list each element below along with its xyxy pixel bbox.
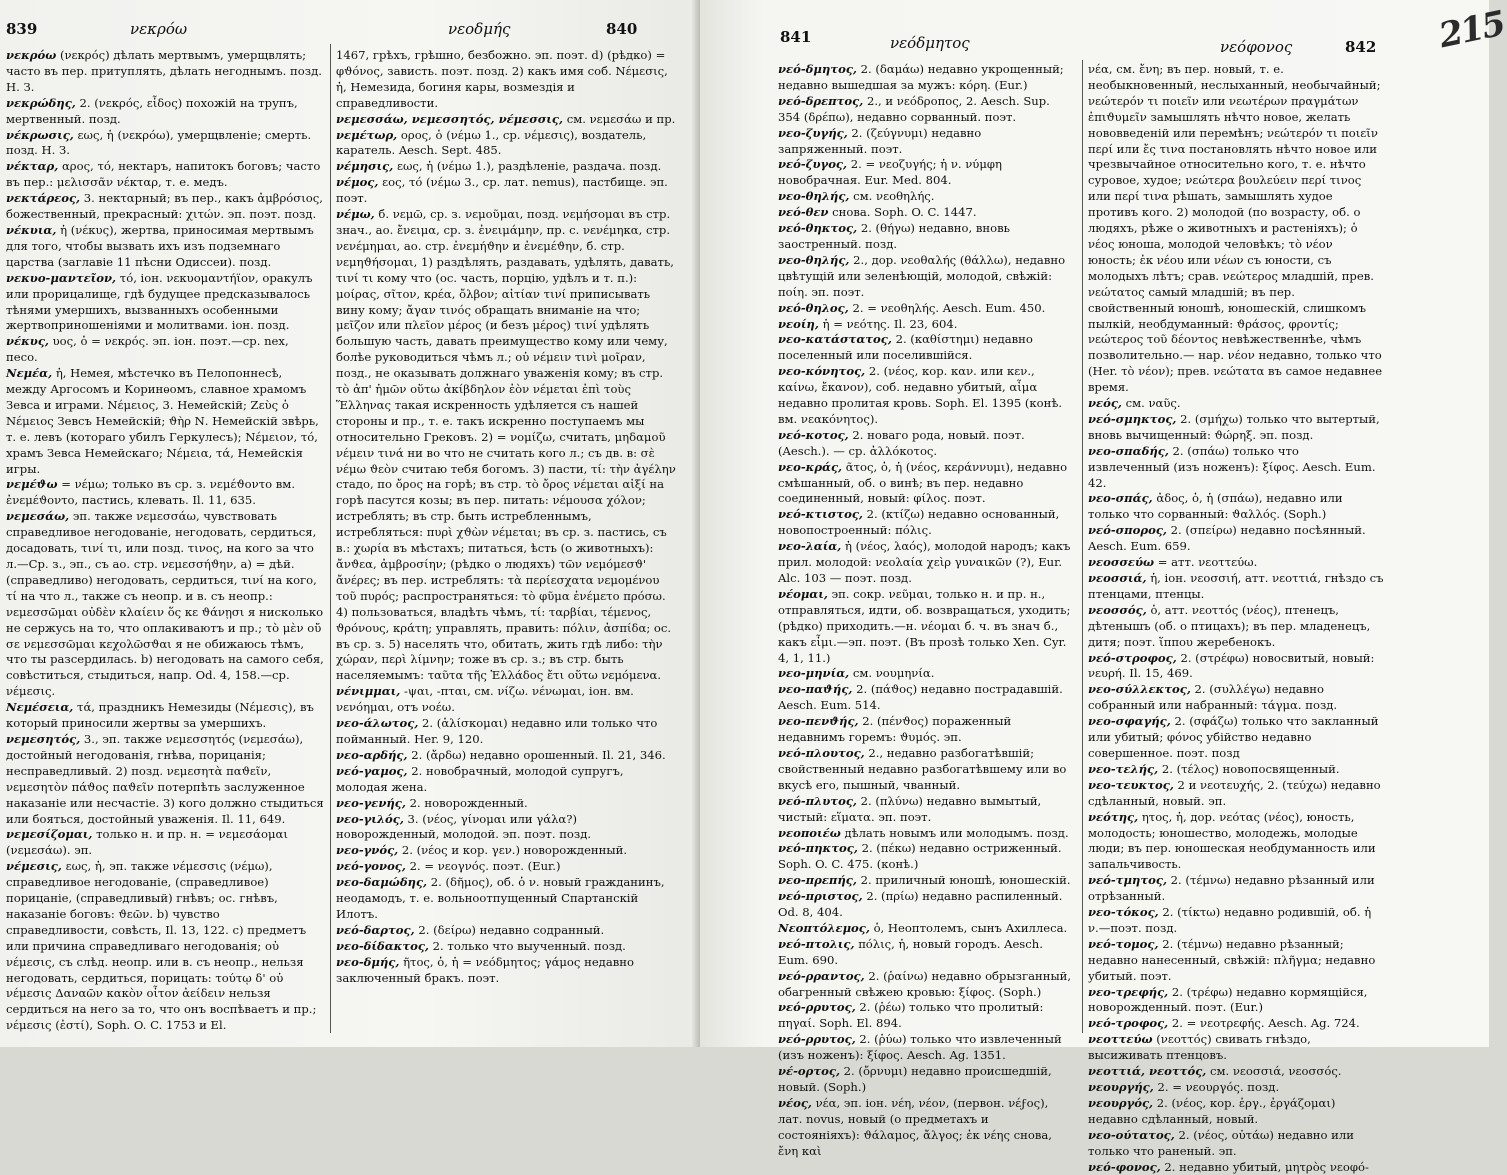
entry-lemma: νεκρώδης, <box>6 95 76 110</box>
dictionary-entry <box>336 764 676 796</box>
dictionary-entry <box>336 796 676 812</box>
entry-definition: ορος, ὁ (νέμω 1., ср. νέμεσις), воздатель, каратель. Aesch. Sept. 485. <box>336 127 647 158</box>
entry-definition: 2. (ῥαίνω) недавно обрызганный, обагренный свѣжею кровью: ξίφος. (Soph.) <box>778 968 1072 999</box>
dictionary-entry <box>1088 62 1384 396</box>
dictionary-entry <box>6 223 324 271</box>
entry-definition: 2. = νεογνός. поэт. (Eur.) <box>409 859 561 874</box>
entry-definition: 2. (ῥύω) только что извлеченный (изъ ноженъ): ξίφος. Aesch. Ag. 1351. <box>778 1032 1062 1063</box>
entry-definition: 2. (ζεύγνυμι) недавно запряженный. поэт. <box>778 125 982 156</box>
dictionary-entry <box>1088 1016 1384 1032</box>
entry-lemma: νεο-σπάς, <box>1088 491 1153 506</box>
entry-lemma: νεο-τόκος, <box>1088 905 1159 920</box>
entry-definition: 2. недавно убитый, μητρὸς νεοφό- <box>1164 1159 1369 1174</box>
entry-lemma: νεό-γονος, <box>336 859 406 874</box>
column-841 <box>778 62 1074 1158</box>
entry-lemma: νέ-ορτος, <box>778 1064 840 1079</box>
dictionary-entry <box>6 700 324 732</box>
entry-definition: 2. (θήγω) недавно, вновь заостренный. позд. <box>778 221 1010 251</box>
entry-definition: ἡ (νέος, λαός), молодой народъ; какъ прил. молодой: νεολαία χεὶρ γυναικῶν (?), Eur. Alc. 103 — поэт. позд. <box>778 539 1071 585</box>
entry-lemma: νεο-θηλής, <box>778 252 850 267</box>
dictionary-entry <box>336 684 676 716</box>
dictionary-entry <box>1088 1096 1384 1128</box>
page-number-839: 839 <box>6 20 38 38</box>
entry-lemma: νεμέϑω <box>6 477 58 492</box>
entry-lemma: νέμεσις, <box>6 859 62 874</box>
dictionary-entry <box>6 48 324 96</box>
dictionary-entry <box>336 112 676 128</box>
entry-definition: только н. и пр. н. = νεμεσάομαι (νεμεσάω). эп. <box>6 827 288 858</box>
entry-lemma: νεό-ρρυτος, <box>778 1000 856 1015</box>
dictionary-entry <box>778 746 1074 794</box>
entry-definition: 2. (νέος, кор. ἐργ., ἐργάζομαι) недавно сдѣланный, новый. <box>1088 1095 1336 1126</box>
entry-lemma: νεμεσσάω, νεμεσσητός, νέμεσσις, <box>336 111 564 126</box>
dictionary-entry <box>778 253 1074 301</box>
entry-definition: см. νεμεσάω и пр. <box>566 111 676 126</box>
dictionary-entry <box>1088 1128 1384 1160</box>
dictionary-entry <box>778 921 1074 937</box>
entry-lemma: νεο-σύλλεκτος, <box>1088 682 1191 697</box>
entry-lemma: νεό-θεν <box>778 205 829 220</box>
dictionary-entry <box>336 48 676 112</box>
dictionary-entry <box>778 364 1074 428</box>
handwritten-annotation: 215 <box>1435 3 1507 57</box>
dictionary-entry <box>336 716 676 748</box>
dictionary-entry <box>336 939 676 955</box>
entry-lemma: νέομαι, <box>778 586 828 601</box>
dictionary-entry <box>778 794 1074 826</box>
entry-definition: 2. (νέος и кор. γεν.) новорожденный. <box>401 843 628 858</box>
dictionary-entry <box>6 271 324 335</box>
entry-definition: 2. (τέμνω) недавно рѣзанный или отрѣзанный. <box>1088 873 1375 904</box>
entry-definition: 2. (τέμνω) недавно рѣзанный; недавно нанесенный, свѣжій: πλῆγμα; недавно убитый. поэт. <box>1088 936 1376 983</box>
entry-definition: 2. (ὄρνυμι) недавно происшедшій, новый. (Soph.) <box>778 1064 1052 1094</box>
dictionary-entry <box>778 841 1074 873</box>
entry-definition: (νεκρός) дѣлать мертвымъ, умерщвлять; часто въ пер. притуплять, дѣлать негоднымъ. позд. Н. З. <box>6 48 322 94</box>
entry-lemma: νεό-φονος, <box>1088 1159 1161 1174</box>
entry-definition: ᾶτος, ὁ, ἡ (νέος, κεράννυμι), недавно смѣшанный, об. о винѣ; въ пер. недавно соединенный, новый: φίλος. поэт. <box>778 459 1068 506</box>
dictionary-entry <box>1088 555 1384 571</box>
dictionary-entry <box>778 889 1074 921</box>
dictionary-entry <box>1088 762 1384 778</box>
entry-definition: см. νουμηνία. <box>852 666 935 681</box>
entry-definition: 2. (ῥέω) только что пролитый: πηγαί. Soph. El. 894. <box>778 1000 1044 1031</box>
entry-definition: см. ναῦς. <box>1125 396 1181 411</box>
entry-definition: 2. (δείρω) недавно содранный. <box>418 922 605 937</box>
dictionary-entry <box>1088 873 1384 905</box>
entry-lemma: νέκυς, <box>6 334 49 349</box>
entry-lemma: νεό-θηκτος, <box>778 221 858 236</box>
dictionary-entry <box>6 509 324 700</box>
dictionary-entry <box>1088 1080 1384 1096</box>
entry-definition: 2. (σφάζω) только что закланный или убитый; φόνος убійство недавно совершенное. поэт. позд <box>1088 714 1379 760</box>
dictionary-entry <box>6 732 324 827</box>
entry-definition: 2. (πλύνω) недавно вымытый, чистый: εἵματα. эп. поэт. <box>778 793 1042 824</box>
entry-lemma: νεκτάρεος, <box>6 191 81 206</box>
page-number-842: 842 <box>1345 38 1377 56</box>
column-839 <box>6 48 324 1037</box>
entry-definition: 2. (δῆμος), об. ὁ ν. новый гражданинъ, неодамодъ, т. е. вольноотпущенный Спартанскій Илотъ. <box>336 875 665 921</box>
entry-lemma: νεοποιέω <box>778 825 841 840</box>
entry-lemma: νεο-μηνία, <box>778 666 850 681</box>
entry-definition: 3. некταрный; въ пер., какъ ἀμβρόσιος, божественный, прекрасный: χιτών. эп. поэт. позд. <box>6 191 323 222</box>
entry-lemma: νεό-κτιστος, <box>778 507 863 522</box>
dictionary-entry <box>1088 1160 1384 1175</box>
entry-definition: 2. = νεοθηλής. Aesch. Eum. 450. <box>852 300 1046 315</box>
entry-definition: 2. (ἄρδω) недавно орошенный. Il. 21, 346. <box>411 747 666 762</box>
entry-lemma: νεοίη, <box>778 316 819 331</box>
entry-definition: = νέμω; только въ ср. з. νεμέϑοντο вм. ἐνεμέϑοντο, пастись, клевать. Il. 11, 635. <box>6 477 296 508</box>
entry-lemma: νεό-κοτος, <box>778 427 849 442</box>
entry-lemma: νεό-ρραντος, <box>778 968 865 983</box>
dictionary-entry <box>336 175 676 207</box>
entry-definition: 2., дор. νεοθαλής (θάλλω), недавно цвѣтущій или зеленѣющій, молодой, свѣжій: ποίη. эп. поэт. <box>778 252 1066 299</box>
entry-lemma: νέκρωσις, <box>6 127 74 142</box>
dictionary-entry <box>778 1000 1074 1032</box>
entry-definition: 2. новобрачный, молодой супругъ, молодая жена. <box>336 763 624 794</box>
entry-lemma: νεό-σπορος, <box>1088 523 1167 538</box>
entry-definition: τά, праздникъ Немезиды (Νέμεσις), въ который приносили жертвы за умершихъ. <box>6 700 314 731</box>
entry-lemma: νεκυο-μαντεῖον, <box>6 270 117 285</box>
entry-definition: 3. (νέος, γίνομαι или γάλα?) новорожденный, молодой. эп. поэт. позд. <box>336 811 592 842</box>
dictionary-entry <box>6 334 324 366</box>
entry-lemma: νεό-σμηκτος, <box>1088 411 1177 426</box>
entry-definition: 2. (σπείρω) недавно посѣянный. Aesch. Eum. 659. <box>1088 523 1366 554</box>
entry-lemma: νεό-δρεπτος, <box>778 93 864 108</box>
dictionary-entry <box>1088 810 1384 874</box>
entry-lemma: νεό-θηλος, <box>778 300 849 315</box>
dictionary-entry <box>6 366 324 477</box>
dictionary-entry <box>778 221 1074 253</box>
entry-lemma: νεο-πρεπής, <box>778 873 857 888</box>
entry-lemma: νεουργής, <box>1088 1080 1154 1094</box>
dictionary-entry <box>1088 778 1384 810</box>
entry-definition: 2 и νεοτευχής, 2. (τεύχω) недавно сдѣланный, новый. эп. <box>1088 777 1381 808</box>
entry-lemma: νεό-δμητος, <box>778 62 857 76</box>
dictionary-entry <box>1088 905 1384 937</box>
entry-lemma: νεό-πηκτος, <box>778 841 858 856</box>
dictionary-entry <box>778 332 1074 364</box>
dictionary-entry <box>778 873 1074 889</box>
dictionary-entry <box>6 191 324 223</box>
dictionary-entry <box>778 1032 1074 1064</box>
entry-lemma: νεότης, <box>1088 809 1139 824</box>
column-rule-right <box>1082 60 1083 1033</box>
entry-definition: 2. (ἁλίσκομαι) недавно или только что пойманный. Her. 9, 120. <box>336 716 658 746</box>
entry-lemma: νεοττεύω <box>1088 1032 1153 1047</box>
entry-lemma: νεο-αρδής, <box>336 747 408 762</box>
entry-lemma: νεό-πριστος, <box>778 889 863 904</box>
entry-lemma: νεουργός, <box>1088 1095 1154 1110</box>
dictionary-entry <box>778 539 1074 587</box>
entry-lemma: νεο-γνός, <box>336 843 399 858</box>
entry-lemma: νεοσσεύω <box>1088 555 1155 570</box>
column-rule <box>330 44 331 1033</box>
dictionary-entry <box>1088 523 1384 555</box>
entry-definition: νέα, эп. іон. νέη, νέον, (первон. νέϝος), лат. novus, новый (о предметахъ и состояніяхъ): ϑάλαμος, ἄλγος; ἐκ νέης снова, ἔνη καὶ <box>778 1095 1052 1158</box>
entry-lemma: νεο-θηλής, <box>778 189 850 204</box>
entry-lemma: νεκρόω <box>6 48 57 62</box>
running-head-839: νεκρόω <box>130 20 188 38</box>
entry-lemma: νεό-ζυγος, <box>778 157 848 172</box>
entry-definition: 2. (δαμάω) недавно укрощенный; недавно вышедшая за мужъ: κόρη. (Eur.) <box>778 62 1064 92</box>
entry-definition: б. νεμῶ, ср. з. νεμοῦμαι, позд. νεμήσομαι въ стр. знач., ао. ἔνειμα, ср. з. ἐνειμάμην, пр. с. νενέμηκα, стр. νενέμημαι, ао. стр. ἐνεμήϑην и ἐνεμέϑην, б. стр. νεμηϑήσομαι, 1) раздѣлять, раздавать, удѣлять, давать, τινί τι кому что (ос. часть, порцію, удѣлъ и т. п.): μοίρας, σῖτον, κρέα, ὄλβον; αἰτίαν τινί приписывать вину кому; ἄγαν τινός обращать вниманіе на что; μεῖζον или πλεῖον μέρος (и безъ μέρος) τινί удѣлять большую часть, давать преимущество кому или чему, болѣе руководиться чѣмъ л.; οὐ νέμειν τινὶ μοῖραν, позд., не оказывать должнаго уваженія кому; въ стр. τὸ ἀπ' ἡμῶν οὕτω ἀκίβδηλον ἐὸν νέμεται ἐπὶ τοὺς Ἕλληνας такая искренность удѣляется съ нашей стороны и пр., т. е. такъ искренно поступаемъ мы относительно Грековъ. 2) = νομίζω, считать, μηδαμοῦ νέμειν τινά ни во что не считать кого л.; съ дв. в: σὲ νέμω ϑεὸν считаю тебя богомъ. 3) пасти, τί: τὴν ἀγέλην стадо, по ὄρος на горѣ; въ стр. τὸ ὄρος νέμεται αἰξί на горѣ пасутся козы; въ пер. питать: νέμουσα χόλον; истреблять; въ стр. быть истребленнымъ, истребляться: πυρὶ χϑὼν νέμεται; въ ср. з. пастись, съ в.: χωρία въ мѣстахъ; питаться, ѣсть (о животныхъ): ἄνϑεα, ἀμβροσίην; (рѣдко о людяхъ) τῶν νεμόμεσϑ' ἄνέρες; въ пер. истреблять: τὰ περίεσχατα νεμομένου τοῦ πυρός; распространяться: τὸ φῦμα ἐνέμετο πρόσω. 4) пользоваться, владѣть чѣмъ, τί: ταρβίαι, τέμενος, ϑρόνους, κράτη; управлять, править: πόλιν, ἀσπίδα; ос. въ ср. з. 5) населять что, обитать, жить гдѣ либо: τὴν χώραν, περὶ λίμνην; тоже въ ср. з.; въ стр. быть населяемымъ: ταῦτα τῆς Ἑλλάδος ἔτι οὕτω νεμόμενα. <box>336 207 676 683</box>
entry-definition: ἡ, Немея, мѣстечко въ Пелопоннесѣ, между Аргосомъ и Коринѳомъ, славное храмомъ Зевса и играми. Νέμειος, 3. Немейскій; Ζεὺς ὁ Νέμειος Зевсъ Немейскій; ϑὴρ Ν. Немейскій звѣрь, т. е. левъ (котораго убилъ Геркулесъ); Νέμειον, τό, храмъ Зевса Немейскаго; Νέμεια, τά, Немейскія игры. <box>6 366 319 476</box>
entry-lemma: νεό-ρρυτος, <box>778 1032 856 1047</box>
entry-definition: 2. новорожденный. <box>409 795 528 810</box>
entry-lemma: νεοσσός, <box>1088 602 1147 617</box>
entry-definition: 2. (τρέφω) недавно кормящійся, новорожденный. поэт. (Eur.) <box>1088 984 1368 1015</box>
entry-lemma: νεοττιά, νεοττός, <box>1088 1064 1207 1079</box>
entry-lemma: νεο-παϑής, <box>778 682 853 697</box>
dictionary-entry <box>336 128 676 160</box>
entry-lemma: νέμος, <box>336 175 379 190</box>
entry-lemma: νεός, <box>1088 396 1122 411</box>
dictionary-entry <box>1088 1064 1384 1080</box>
entry-definition: τό, іон. νεκυομαντήϊον, оракулъ или прорицалище, гдѣ будущее предсказывалось тѣнями умершихъ, вызванныхъ особенными жертвоприношеніями и молитвами. іон. позд. <box>6 270 313 333</box>
entry-definition: 2. (σπάω) только что извлеченный (изъ ноженъ): ξίφος. Aesch. Eum. 42. <box>1088 443 1376 490</box>
entry-lemma: Νεοπτόλεμος, <box>778 920 870 935</box>
dictionary-entry <box>1088 985 1384 1017</box>
entry-lemma: νέκταρ, <box>6 159 59 174</box>
entry-definition: 2. только что выученный. позд. <box>432 938 626 953</box>
entry-lemma: νεο-γιλός, <box>336 811 404 826</box>
entry-lemma: νεο-τελής, <box>1088 761 1159 776</box>
dictionary-entry <box>336 859 676 875</box>
entry-lemma: νέκυια, <box>6 222 57 237</box>
entry-lemma: νέμησις, <box>336 159 394 174</box>
dictionary-entry <box>1088 1032 1384 1064</box>
entry-definition: 2., недавно разбогатѣвшій; свойственный недавно разбогатѣвшему или во вкусѣ его, пышный, чванный. <box>778 745 1067 792</box>
running-head-842: νεόφονος <box>1220 38 1293 56</box>
entry-definition: ἀδος, ὁ, ἡ (σπάω), недавно или только что сорванный: ϑαλλός. (Soph.) <box>1088 491 1343 522</box>
entry-definition: -ψαι, -πται, см. νίζω. νένωμαι, іон. вм. νενόημαι, отъ νοέω. <box>336 684 634 715</box>
entry-definition: 2. (τίκτω) недавно родившій, об. ἡ ν.—поэт. позд. <box>1088 905 1372 935</box>
entry-lemma: νεό-δαρτος, <box>336 922 415 937</box>
column-840 <box>336 48 676 1037</box>
entry-lemma: νεοσσιά, <box>1088 571 1147 585</box>
entry-definition: 2. (στρέφω) новосвитый, новый: νευρή. Il. 15, 469. <box>1088 650 1375 681</box>
entry-definition: 2. приличный юношѣ, юношескій. <box>860 873 1071 888</box>
entry-lemma: νεο-τευκτος, <box>1088 777 1174 792</box>
entry-definition: эп. также νεμεσσάω, чувствовать справедливое негодованіе, негодовать, сердиться, досадовать, τινί τι, или позд. τινος, на кого за что л.—Ср. з., эп., съ ао. стр. νεμεσσήϑην, a) = дѣй. (справедливо) негодовать, сердиться, τινί на кого, τί на что л., также съ неопр. и в. съ неопр.: νεμεσσῶμαι οὐδὲν κλαίειν ὅς κε ϑάνῃσι я нисколько не сержусь на то, что оплакиваютъ и пр.; τὸ μὲν οὔ σε νεμεσσῶμαι κεχολῶσϑαι я не обижаюсь тѣмъ, что ты разсердилась. b) негодовать на самого себя, совѣститься, стыдиться, напр. Od. 4, 158.—ср. νέμεσις. <box>6 509 324 699</box>
entry-definition: ητος, ἡ, дор. νεότας (νέος), юность, молодость; юношество, молодежь, молодые люди; въ пер. юношеская необдуманность или запальчивость. <box>1088 809 1376 872</box>
entry-lemma: νεμεσίζομαι, <box>6 827 93 842</box>
dictionary-entry <box>1088 396 1384 412</box>
dictionary-entry <box>336 159 676 175</box>
dictionary-entry <box>778 937 1074 969</box>
page-number-840: 840 <box>606 20 638 38</box>
entry-lemma: νεμέτωρ, <box>336 127 398 142</box>
running-head-841: νεόδμητος <box>890 34 970 52</box>
dictionary-entry <box>336 812 676 844</box>
dictionary-entry <box>336 875 676 923</box>
entry-definition: дѣлать новымъ или молодымъ. позд. <box>844 825 1069 840</box>
dictionary-entry <box>778 666 1074 682</box>
entry-definition: 2. = νεοτρεφής. Aesch. Ag. 724. <box>1171 1016 1360 1031</box>
dictionary-entry <box>1088 937 1384 985</box>
dictionary-entry <box>778 317 1074 333</box>
dictionary-entry <box>336 748 676 764</box>
entry-lemma: νεμεσάω, <box>6 509 70 524</box>
dictionary-entry <box>778 969 1074 1001</box>
entry-definition: 2. (νεκρός, εἶδος) похожій на трупъ, мертвенный. позд. <box>6 95 298 126</box>
entry-lemma: νεο-άλωτος, <box>336 716 419 731</box>
entry-lemma: νεό-στροφος, <box>1088 650 1177 665</box>
entry-lemma: Νεμέα, <box>6 366 53 381</box>
entry-definition: 2. (νέος, кор. καν. или κεν., καίνω, ἔκανον), соб. недавно убитый, αἷμα недавно пролитая кровь. Soph. El. 1395 (конѣ. вм. νεακόνητος). <box>778 364 1063 426</box>
dictionary-entry <box>6 859 324 1034</box>
entry-lemma: νεο-δίδακτος, <box>336 938 429 953</box>
entry-lemma: νεο-τρεφής, <box>1088 984 1169 999</box>
entry-lemma: νεό-τομος, <box>1088 936 1159 951</box>
dictionary-entry <box>778 714 1074 746</box>
page-number-841: 841 <box>780 28 812 46</box>
entry-lemma: νεο-γενής, <box>336 795 406 810</box>
dictionary-entry <box>1088 682 1384 714</box>
dictionary-entry <box>336 843 676 859</box>
entry-definition: 2. новаго рода, новый. поэт. (Aesch.). — ср. ἀλλόκοτος. <box>778 427 1025 458</box>
dictionary-entry <box>6 477 324 509</box>
entry-lemma: νεο-κόνητος, <box>778 364 866 379</box>
entry-lemma: νεο-δμής, <box>336 954 400 969</box>
entry-definition: 2. (συλλέγω) недавно собранный или набранный: τάγμα. позд. <box>1088 682 1338 713</box>
entry-definition: см. νεοθηλής. <box>853 189 935 204</box>
dictionary-entry <box>778 507 1074 539</box>
entry-definition: εως, ἡ (νέμω 1.), раздѣленіе, раздача. позд. <box>396 159 662 174</box>
entry-lemma: νένιμμαι, <box>336 684 401 699</box>
dictionary-entry <box>778 94 1074 126</box>
entry-definition: ὁ, Неоптолемъ, сынъ Ахиллеса. <box>873 920 1068 935</box>
dictionary-entry <box>778 826 1074 842</box>
dictionary-entry <box>6 96 324 128</box>
entry-definition: 2. (καθίστημι) недавно поселенный или поселившійся. <box>778 332 1033 363</box>
entry-definition: снова. Soph. O. C. 1447. <box>832 205 977 220</box>
dictionary-entry <box>1088 603 1384 651</box>
entry-definition: αρος, τό, нектаръ, напитокъ боговъ; часто въ пер.: μελισσᾶν νέκταρ, т. е. медъ. <box>6 159 321 190</box>
dictionary-entry <box>778 205 1074 221</box>
entry-lemma: νεο-ζυγής, <box>778 125 848 140</box>
dictionary-entry <box>1088 444 1384 492</box>
dictionary-entry <box>778 460 1074 508</box>
dictionary-entry <box>1088 571 1384 603</box>
entry-lemma: νεό-πλουτος, <box>778 745 865 760</box>
dictionary-entry <box>6 128 324 160</box>
dictionary-entry <box>1088 412 1384 444</box>
entry-definition: 2. (πένϑος) пораженный недавнимъ горемъ: ϑυμός. эп. <box>778 714 1012 745</box>
entry-definition: 2. (τέλος) новопосвященный. <box>1161 761 1340 776</box>
entry-definition: 2. (πάϑος) недавно пострадавшій. Aesch. Eum. 514. <box>778 682 1063 713</box>
entry-definition: (νεοττός) свивать гнѣздо, высиживать птенцовъ. <box>1088 1032 1311 1063</box>
entry-definition: ἡ (νέκυς), жертва, приносимая мертвымъ для того, чтобы вызвать ихъ изъ подземнаго царства (заглавіе 11 пѣсни Одиссеи). позд. <box>6 222 314 269</box>
entry-definition: 2., и νεόδροπος, 2. Aesch. Sup. 354 (δρέπω), недавно сорванный. поэт. <box>778 93 1050 124</box>
dictionary-entry <box>778 62 1074 94</box>
entry-lemma: νεο-σπαδής, <box>1088 443 1169 458</box>
entry-lemma: Νεμέσεια, <box>6 700 74 715</box>
dictionary-entry <box>778 189 1074 205</box>
entry-lemma: νεο-πενϑής, <box>778 714 859 729</box>
entry-definition: πόλις, ἡ, новый городъ. Aesch. Eum. 690. <box>778 936 1043 967</box>
entry-lemma: νεο-ούτατος, <box>1088 1127 1175 1142</box>
entry-lemma: νεό-πτολις, <box>778 936 855 951</box>
entry-lemma: νεο-κατάστατος, <box>778 332 892 347</box>
entry-definition: 1467, грѣхъ, грѣшно, безбожно. эп. поэт. d) (рѣдко) = φϑόνος, зависть. поэт. позд. 2) какъ имя соб. Νέμεσις, ἡ, Немезида, богиня кары, возмездія и справедливости. <box>336 48 668 110</box>
entry-definition: εος, τό (νέμω 3., ср. лат. nemus), пастбище. эп. поэт. <box>336 175 668 206</box>
running-head-840: νεοδμής <box>448 20 511 38</box>
entry-definition: εως, ἡ, эп. также νέμεσσις (νέμω), справедливое негодованіе, (справедливое) порицаніе, (справедливый) гнѣвъ; ос. гнѣвъ, наказаніе боговъ: ϑεῶν. b) чувство справедливости, совѣсть, Il. 13, 122. c) предметъ или причина справедливаго негодованія; οὐ νέμεσις, съ слѣд. неопр. или в. съ неопр., нельзя негодовать, сердиться, порицать: τούτῳ δ' οὐ νέμεσις Δαναῶν κακὸν οἶτον ἀείδειν нельзя сердиться на него за то, что онъ воспѣваетъ и пр.; νέμεσις (ἐστί), Soph. O. C. 1753 и El. <box>6 859 317 1033</box>
entry-definition: 2. (πέκω) недавно остриженный. Soph. O. C. 475. (конѣ.) <box>778 841 1062 872</box>
entry-definition: ὁ, атт. νεοττός (νέος), птенецъ, дѣтенышъ (об. о птицахъ); въ пер. младенецъ, дитя; поэт. ἵππου жеребенокъ. <box>1088 602 1371 649</box>
entry-definition: 2. (πρίω) недавно распиленный. Od. 8, 404. <box>778 889 1063 920</box>
entry-lemma: νεο-σφαγής, <box>1088 714 1171 729</box>
dictionary-entry <box>6 827 324 859</box>
entry-lemma: νεό-γαμος, <box>336 763 408 778</box>
entry-definition: = атт. νεοττεύω. <box>1157 555 1258 570</box>
right-leaf <box>700 0 1489 1174</box>
entry-lemma: νέος, <box>778 1095 812 1110</box>
entry-lemma: νεό-πλυτος, <box>778 793 857 808</box>
entry-definition: эп. сокр. νεῦμαι, только н. и пр. н., отправляться, идти, об. возвращаться, уходить; (рѣдко) приходить.—н. νέομαι б. ч. въ знач б., какъ εἶμι.—эп. поэт. (Въ прозѣ только Xen. Cyr. 4, 1, 11.) <box>778 586 1071 665</box>
entry-definition: ῆτος, ὁ, ἡ = νεόδμητος; γάμος недавно заключенный бракъ. поэт. <box>336 954 634 985</box>
dictionary-entry <box>778 587 1074 667</box>
dictionary-entry <box>778 1096 1074 1160</box>
entry-lemma: νεό-τμητος, <box>1088 873 1167 888</box>
dictionary-entry <box>336 955 676 987</box>
dictionary-entry <box>778 301 1074 317</box>
entry-lemma: νεμεσητός, <box>6 731 81 746</box>
entry-lemma: νεο-δαμώδης, <box>336 875 428 890</box>
entry-definition: 2. = νεουργός. позд. <box>1157 1080 1280 1094</box>
entry-definition: 2. (κτίζω) недавно основанный, новопостроенный: πόλις. <box>778 507 1060 538</box>
entry-definition: 3., эп. также νεμεσσητός (νεμεσάω), достойный негодованія, гнѣва, порицанія; несправедливый. 2) позд. νεμεσητὰ παϑεῖν, νεμεσητὸν πάϑος παϑεῖν потерпѣть заслуженное наказаніе или несчастіе. 3) кого должно стыдиться или бояться, достойный уваженія. Il. 11, 649. <box>6 731 324 826</box>
entry-definition: 2. (νέος, οὐτάω) недавно или только что раненый. эп. <box>1088 1127 1354 1158</box>
entry-definition: ἡ, іон. νεοσσιή, атт. νεοττιά, гнѣздо съ птенцами, птенцы. <box>1088 571 1384 601</box>
entry-definition: 2. = νεοζυγής; ἡ ν. νύμφη новобрачная. Eur. Med. 804. <box>778 157 1002 188</box>
dictionary-entry <box>778 428 1074 460</box>
dictionary-entry <box>6 159 324 191</box>
column-842 <box>1088 62 1384 1174</box>
dictionary-entry <box>778 1064 1074 1096</box>
dictionary-entry <box>336 923 676 939</box>
dictionary-entry <box>1088 651 1384 683</box>
entry-lemma: νεο-λαία, <box>778 539 842 554</box>
entry-definition: см. νεοσσιά, νεοσσός. <box>1209 1064 1342 1079</box>
entry-definition: υος, ὁ = νεκρός. эп. іон. поэт.—ср. nex, песо. <box>6 334 289 365</box>
entry-definition: 2. (σμήχω) только что вытертый, вновь вычищенный: ϑώρηξ. эп. позд. <box>1088 411 1380 442</box>
entry-lemma: νέμω, <box>336 207 375 222</box>
entry-lemma: νεό-τροφος, <box>1088 1016 1169 1031</box>
entry-definition: ἡ = νεότης. Il. 23, 604. <box>822 316 958 331</box>
dictionary-entry <box>778 682 1074 714</box>
dictionary-entry <box>778 126 1074 158</box>
dictionary-entry <box>1088 714 1384 762</box>
dictionary-entry <box>1088 491 1384 523</box>
entry-definition: εως, ἡ (νεκρόω), умерщвленіе; смерть. позд. Н. З. <box>6 127 312 158</box>
dictionary-entry <box>336 207 676 684</box>
entry-definition: νέα, см. ἔνη; въ пер. новый, т. е. необыкновенный, неслыханный, необычайный; νεώτερόν τι ποιεῖν или νεωτέρων πραγμάτων ἐπιϑυμεῖν замышлять нѣчто новое, желать нововведеній или перемѣнъ; νεώτερόν τι ποιεῖν περί или ἔς τινα постановлять нѣчто новое или чрезвычайное относительно кого, т. е. нѣчто суровое, худое; νεώτερα βουλεύειν περί τινος или περί τινα рѣшать, замышлять худое противъ кого. 2) молодой (по возрасту, об. о людяхъ, рѣже о животныхъ и растеніяхъ); ὁ νέος юноша, молодой человѣкъ; τὸ νέον юность; ἐκ νέου или νέων съ юности, съ молодыхъ лѣтъ; срав. νεώτερος младшій, прев. νεώτατος самый младшій; въ пер. свойственный юношѣ, юношескій, слишкомъ пылкій, необдуманный: ϑράσος, φροντίς; νεώτερος τοῦ δέοντος невѣжественнѣе, чѣмъ позволительно.— нар. νέον недавно, только что (Her. τὸ νέον); прев. νεώτατα въ самое недавнее время. <box>1088 62 1383 395</box>
left-leaf <box>0 0 700 1047</box>
dictionary-entry <box>778 157 1074 189</box>
entry-lemma: νεο-κράς, <box>778 459 843 474</box>
